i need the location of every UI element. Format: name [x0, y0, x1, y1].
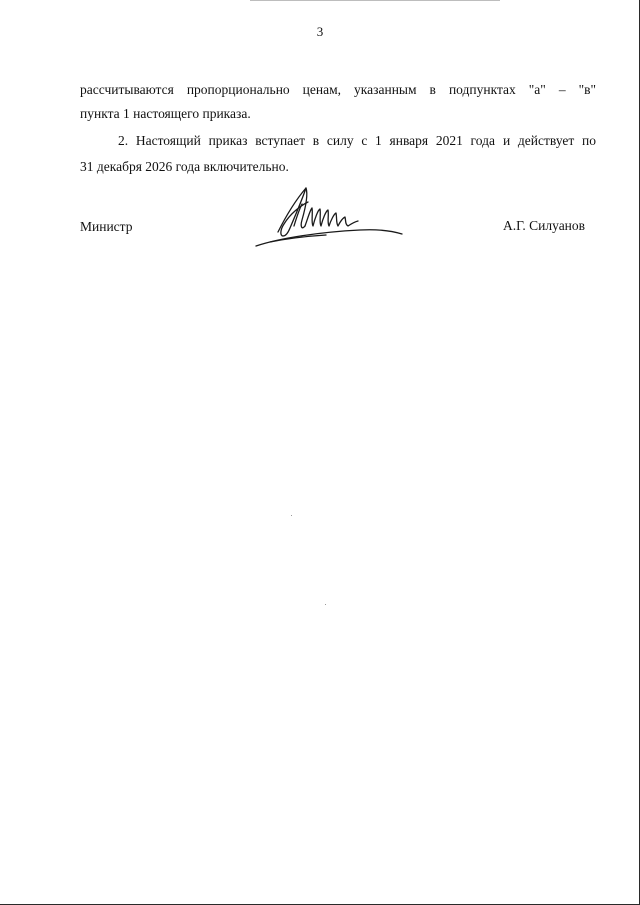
scan-speck: [291, 515, 292, 516]
signer-title: Министр: [80, 219, 133, 234]
paragraph-1-line-1: рассчитываются пропорционально ценам, указанным в подпунктах "а" – "в": [80, 82, 596, 97]
paragraph-2-line-1: [118, 133, 596, 149]
handwritten-signature: [250, 180, 410, 252]
paragraph-2-line-1-part-2: и действует по: [502, 133, 596, 148]
paragraph-2-line-2: 31 декабря 2026 года включительно.: [80, 159, 289, 174]
page-top-edge: [250, 0, 500, 1]
paragraph-2-line-1-part-1: 2. Настоящий приказ вступает в силу с 1 января 2021 года: [118, 133, 495, 148]
paragraph-1-line-2: пункта 1 настоящего приказа.: [80, 106, 251, 121]
scan-speck: [325, 604, 326, 605]
page-number: 3: [316, 24, 324, 39]
signer-name: А.Г. Силуанов: [503, 218, 586, 233]
